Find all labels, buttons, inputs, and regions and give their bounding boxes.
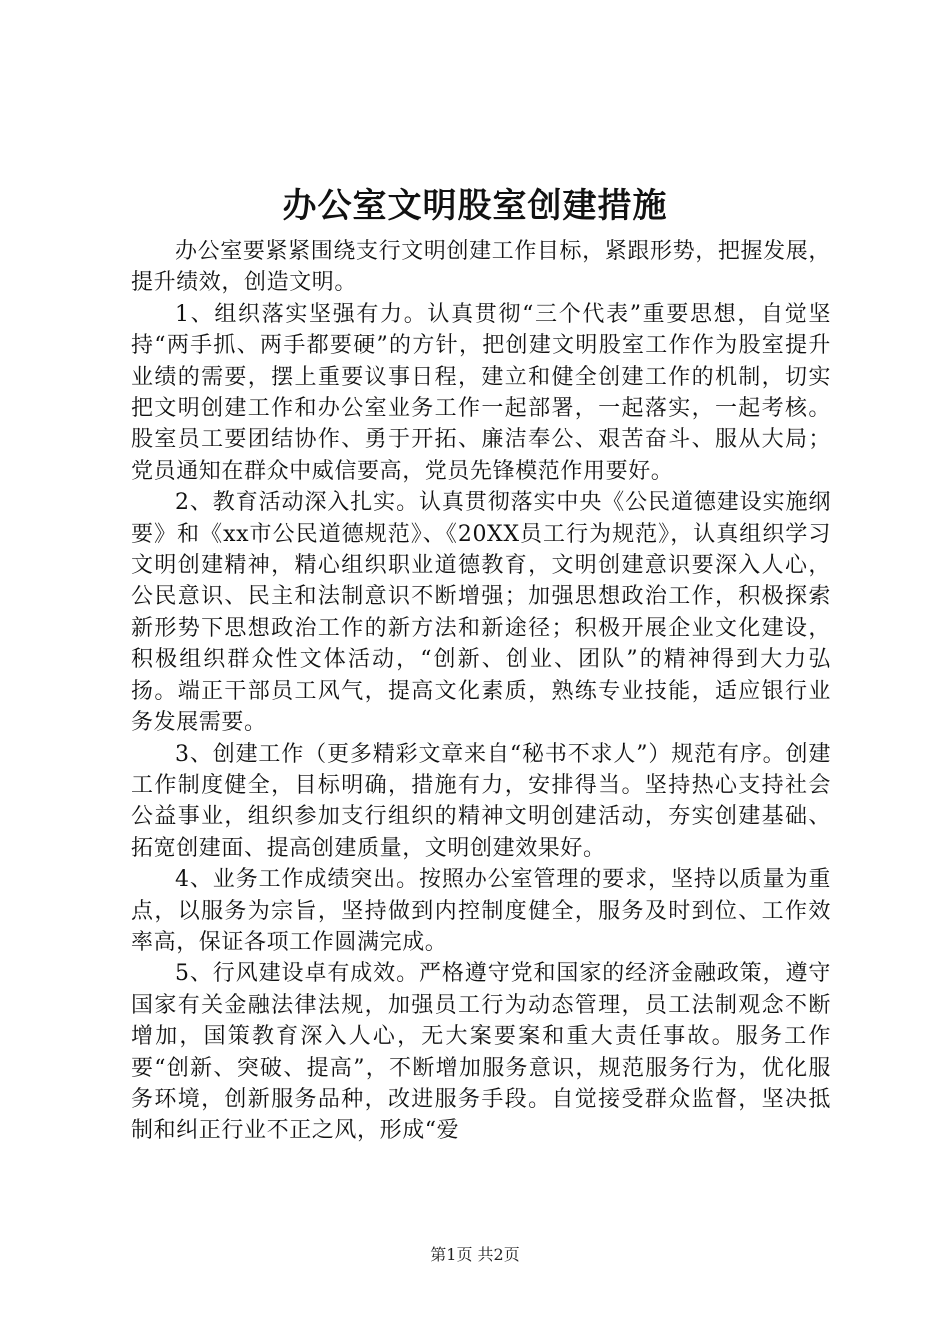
paragraph-4: 4、业务工作成绩突出。按照办公室管理的要求，坚持以质量为重点，以服务为宗旨，坚持做到内控制度健全，服务及时到位、工作效率高，保证各项工作圆满完成。 xyxy=(131,867,831,955)
paragraph-1: 1、组织落实坚强有力。认真贯彻“三个代表”重要思想，自觉坚持“两手抓、两手都要硬”的方针，把创建文明股室工作作为股室提升业绩的需要，摆上重要议事日程，建立和健全创建工作的机制，切实把文明创建工作和办公室业务工作一起部署，一起落实，一起考核。股室员工要团结协作、勇于开拓、廉洁奉公、艰苦奋斗、服从大局；党员通知在群众中威信要高，党员先锋模范作用要好。 xyxy=(131,301,831,484)
page-number-footer: 第1页 共2页 xyxy=(430,1245,520,1264)
paragraph-3: 3、创建工作（更多精彩文章来自“秘书不求人”）规范有序。创建工作制度健全，目标明确，措施有力，安排得当。坚持热心支持社会公益事业，组织参加支行组织的精神文明创建活动，夯实创建基础、拓宽创建面、提高创建质量，文明创建效果好。 xyxy=(131,741,831,861)
paragraph-2: 2、教育活动深入扎实。认真贯彻落实中央《公民道德建设实施纲要》和《xx市公民道德规范》、《20XX员工行为规范》，认真组织学习文明创建精神，精心组织职业道德教育，文明创建意识要深入人心，公民意识、民主和法制意识不断增强；加强思想政治工作，积极探索新形势下思想政治工作的新方法和新途径；积极开展企业文化建设，积极组织群众性文体活动，“创新、创业、团队”的精神得到大力弘扬。端正干部员工风气，提高文化素质，熟练专业技能，适应银行业务发展需要。 xyxy=(131,490,831,736)
document-title: 办公室文明股室创建措施 xyxy=(282,186,668,226)
document-body xyxy=(131,236,831,1147)
paragraph-5: 5、行风建设卓有成效。严格遵守党和国家的经济金融政策，遵守国家有关金融法律法规，加强员工行为动态管理，员工法制观念不断增加，国策教育深入人心，无大案要案和重大责任事故。服务工作要“创新、突破、提高”，不断增加服务意识，规范服务行为，优化服务环境，创新服务品种，改进服务手段。自觉接受群众监督，坚决抵制和纠正行业不正之风，形成“爱 xyxy=(131,961,831,1144)
paragraph-intro: 办公室要紧紧围绕支行文明创建工作目标，紧跟形势，把握发展，提升绩效，创造文明。 xyxy=(131,239,831,296)
